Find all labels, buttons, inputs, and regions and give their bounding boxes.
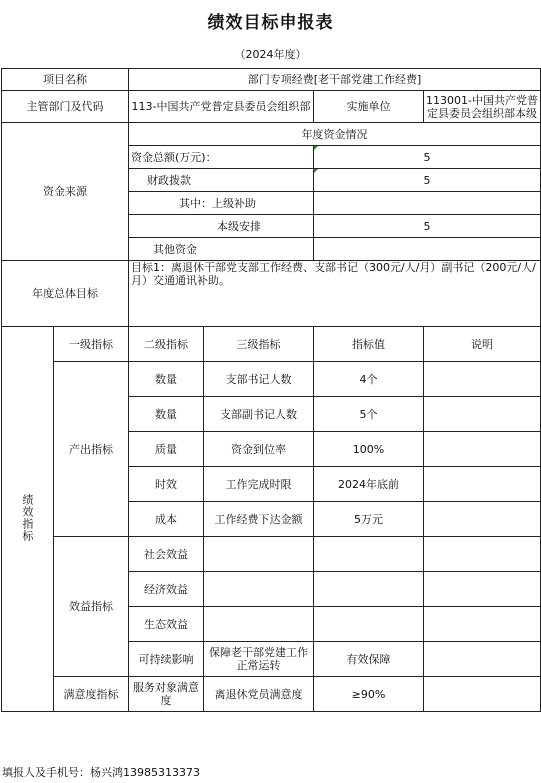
table-row-value: 5万元 xyxy=(314,502,424,537)
table-row-l2: 服务对象满意度 xyxy=(129,677,204,712)
fund-total-label xyxy=(129,146,314,169)
fund-fiscal-value-text: 5 xyxy=(423,173,431,187)
annual-goal-text: 目标1：离退休干部党支部工作经费、支部书记（300元/人/月）副书记（200元/人/月）交通通讯补助。 xyxy=(129,261,541,327)
table-row-l2: 可持续影响 xyxy=(129,642,204,677)
header-level3: 三级指标 xyxy=(204,327,314,362)
table-row-value: 有效保障 xyxy=(314,642,424,677)
cell-comment-marker xyxy=(314,169,318,173)
table-row-l2: 社会效益 xyxy=(129,537,204,572)
table-row-value: 5个 xyxy=(314,397,424,432)
table-row-l3 xyxy=(204,572,314,607)
fund-header: 年度资金情况 xyxy=(129,123,541,146)
table-row-note xyxy=(424,397,541,432)
fund-local-label: 本级安排 xyxy=(129,215,314,238)
table-row-l3: 工作经费下达金额 xyxy=(204,502,314,537)
indicator-label: 绩效指标 xyxy=(21,493,34,542)
table-row-note xyxy=(424,502,541,537)
table-row-note xyxy=(424,362,541,397)
table-row-value xyxy=(314,607,424,642)
dept-label: 主管部门及代码 xyxy=(2,91,129,123)
table-row-l2: 成本 xyxy=(129,502,204,537)
fund-fiscal-value xyxy=(314,169,541,192)
table-row-l3: 支部副书记人数 xyxy=(204,397,314,432)
table-row-l2: 生态效益 xyxy=(129,607,204,642)
fund-total-value xyxy=(314,146,541,169)
table-row-l2: 数量 xyxy=(129,362,204,397)
impl-unit-value: 113001-中国共产党普定县委员会组织部本级 xyxy=(424,91,541,123)
table-row-l2: 质量 xyxy=(129,432,204,467)
table-row-note xyxy=(424,607,541,642)
table-row-note xyxy=(424,677,541,712)
table-row-l3: 支部书记人数 xyxy=(204,362,314,397)
cell-comment-marker xyxy=(314,146,318,150)
output-indicator-label: 产出指标 xyxy=(54,362,129,537)
table-row-l3: 保障老干部党建工作正常运转 xyxy=(204,642,314,677)
form-year: （2024年度） xyxy=(234,48,307,61)
fund-local-value: 5 xyxy=(314,215,541,238)
table-row-l3: 工作完成时限 xyxy=(204,467,314,502)
table-row-note xyxy=(424,642,541,677)
fund-total-label-text: 资金总额(万元)： xyxy=(131,150,217,164)
fund-upper-value xyxy=(314,192,541,215)
table-row-l3 xyxy=(204,537,314,572)
table-row-value: 2024年底前 xyxy=(314,467,424,502)
table-row-note xyxy=(424,572,541,607)
header-value: 指标值 xyxy=(314,327,424,362)
annual-goal-label: 年度总体目标 xyxy=(2,261,129,327)
table-row-l3: 资金到位率 xyxy=(204,432,314,467)
benefit-indicator-label: 效益指标 xyxy=(54,537,129,677)
project-name-label: 项目名称 xyxy=(2,69,129,91)
fund-other-label: 其他资金 xyxy=(129,238,314,261)
performance-form-table xyxy=(1,68,541,712)
indicator-label-cell xyxy=(2,327,54,712)
table-row-l2: 经济效益 xyxy=(129,572,204,607)
table-row-l3 xyxy=(204,607,314,642)
dept-value: 113-中国共产党普定县委员会组织部 xyxy=(129,91,314,123)
form-title: 绩效目标申报表 xyxy=(207,13,334,33)
impl-unit-label xyxy=(314,91,424,123)
table-row-l2: 时效 xyxy=(129,467,204,502)
satisfaction-indicator-label: 满意度指标 xyxy=(54,677,129,712)
header-note: 说明 xyxy=(424,327,541,362)
fund-other-value xyxy=(314,238,541,261)
fund-upper-label: 其中：上级补助 xyxy=(129,192,314,215)
table-row-value: ≥90% xyxy=(314,677,424,712)
table-row-value: 100% xyxy=(314,432,424,467)
project-name-value: 部门专项经费[老干部党建工作经费] xyxy=(129,69,541,91)
table-row-note xyxy=(424,467,541,502)
table-row-l2: 数量 xyxy=(129,397,204,432)
fund-total-value-text: 5 xyxy=(423,150,431,164)
header-level1: 一级指标 xyxy=(54,327,129,362)
fund-fiscal-label: 财政拨款 xyxy=(129,169,314,192)
fund-source-label: 资金来源 xyxy=(2,123,129,261)
header-level2: 二级指标 xyxy=(129,327,204,362)
table-row-note xyxy=(424,537,541,572)
reporter-contact: 填报人及手机号：杨兴鸿13985313373 xyxy=(2,766,200,779)
table-row-l3: 离退休党员满意度 xyxy=(204,677,314,712)
table-row-value: 4个 xyxy=(314,362,424,397)
table-row-note xyxy=(424,432,541,467)
impl-unit-label-text: 实施单位 xyxy=(346,100,391,113)
table-row-value xyxy=(314,572,424,607)
table-row-value xyxy=(314,537,424,572)
